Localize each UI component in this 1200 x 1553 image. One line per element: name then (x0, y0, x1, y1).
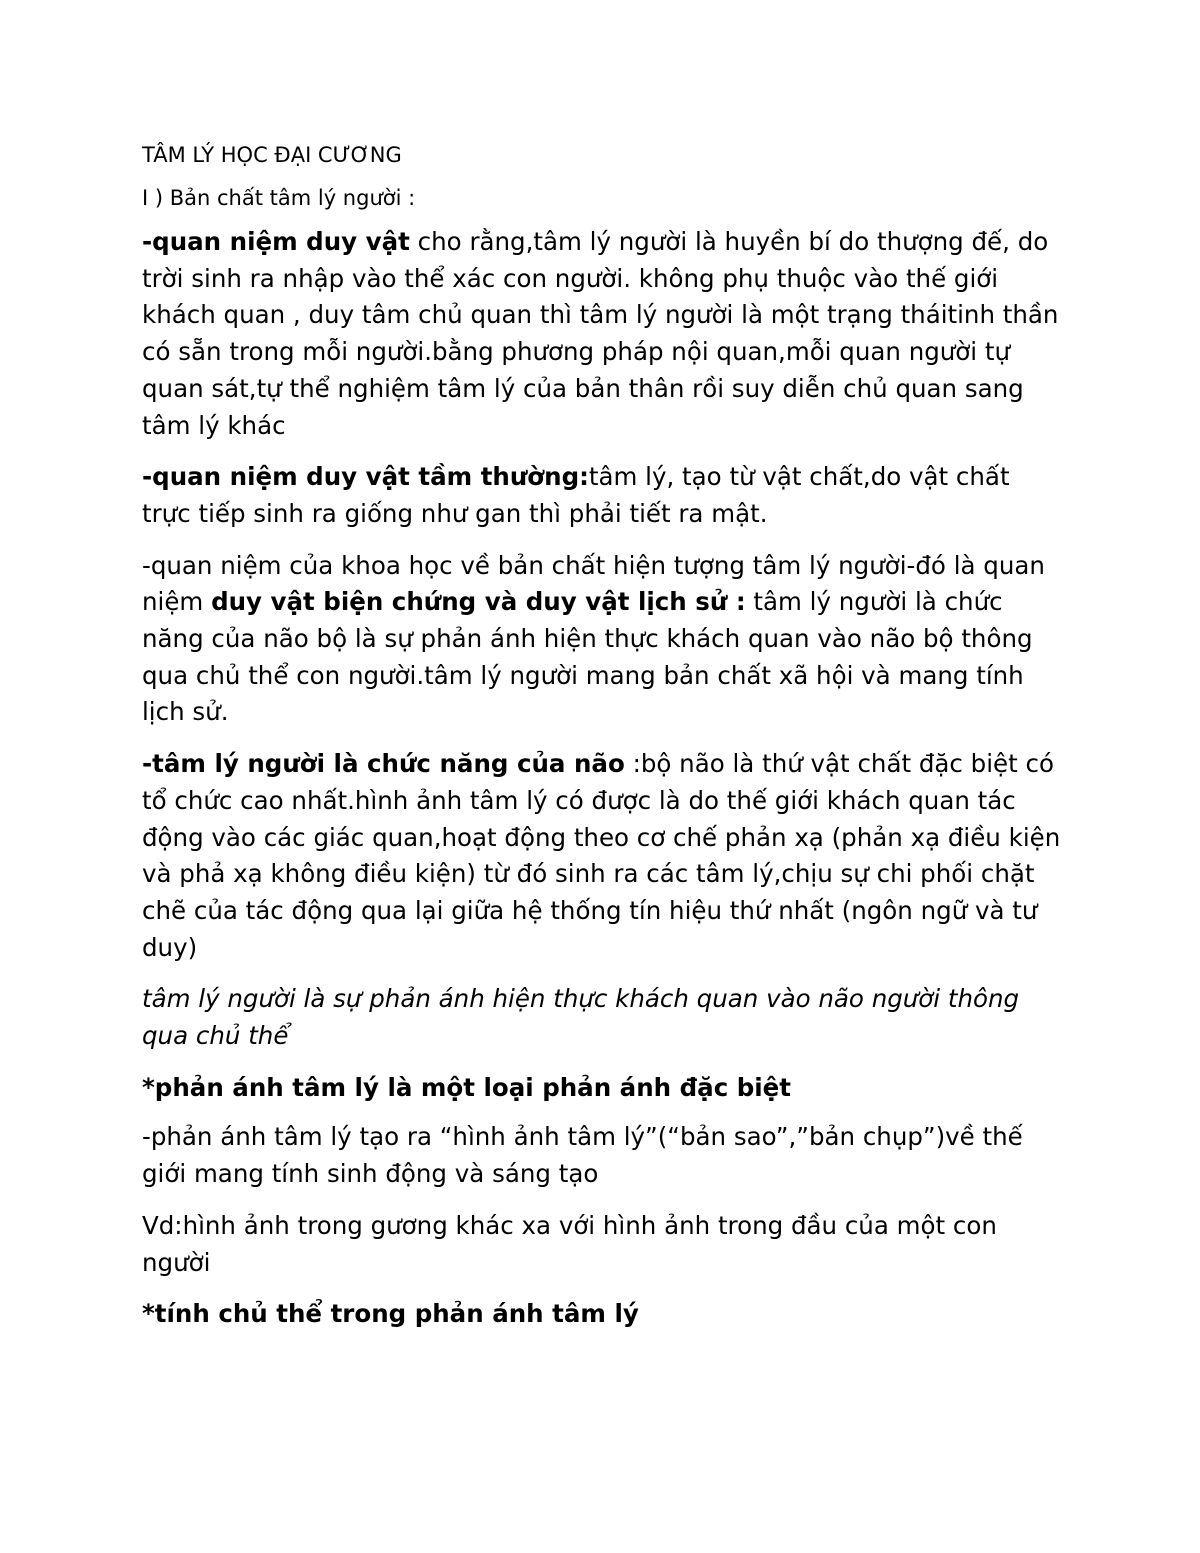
subheading-text: *phản ánh tâm lý là một loại phản ánh đặc biệt (142, 1072, 792, 1102)
paragraph-vi-du (142, 1208, 1062, 1281)
paragraph-text: -quan niệm của khoa học về bản chất hiện tượng tâm lý người-đó là quan niệm (142, 550, 1045, 617)
paragraph-lead-bold: -tâm lý người là chức năng của não (142, 749, 625, 779)
subheading-tinh-chu-the (142, 1296, 1062, 1333)
paragraph-hinh-anh-tam-ly (142, 1119, 1062, 1192)
paragraph-khoa-hoc (142, 548, 1062, 732)
subheading-text: *tính chủ thể trong phản ánh tâm lý (142, 1299, 639, 1329)
paragraph-chuc-nang-nao (142, 746, 1062, 966)
paragraph-text: tâm lý người là chức năng của não bộ là sự phản ánh hiện thực khách quan vào não bộ thông qua chủ thể con người.tâm lý người mang bản chất xã hội và mang tính lịch sử. (142, 587, 1033, 727)
document-body (142, 140, 1062, 1348)
subheading-phan-anh-dac-biet (142, 1070, 1062, 1107)
paragraph-text: cho rằng,tâm lý người là huyền bí do thượng đế, do trời sinh ra nhập vào thể xác con người. không phụ thuộc vào thế giới khách quan , duy tâm chủ quan thì tâm lý người là một trạng tháitinh thần có sẵn trong mỗi người.bằng phương pháp nội quan,mỗi quan người tự quan sát,tự thể nghiệm tâm lý của bản thân rồi suy diễn chủ quan sang tâm lý khác (142, 227, 1059, 440)
paragraph-text: -phản ánh tâm lý tạo ra “hình ảnh tâm lý”(“bản sao”,”bản chụp”)về thế giới mang tính sinh động và sáng tạo (142, 1122, 1023, 1189)
paragraph-text: :bộ não là thứ vật chất đặc biệt có tổ chức cao nhất.hình ảnh tâm lý có được là do thế giới khách quan tác động vào các giác quan,hoạt động theo cơ chế phản xạ (phản xạ điều kiện và phả xạ không điều kiện) từ đó sinh ra các tâm lý,chịu sự chi phối chặt chẽ của tác động qua lại giữa hệ thống tín hiệu thứ nhất (ngôn ngữ và tư duy) (142, 749, 1061, 962)
paragraph-lead-bold: -quan niệm duy vật tầm thường: (142, 462, 589, 492)
paragraph-text: tâm lý, tạo từ vật chất,do vật chất trực tiếp sinh ra giống như gan thì phải tiết ra mật. (142, 462, 1010, 528)
paragraph-duy-tam (142, 224, 1062, 444)
paragraph-lead-bold: -quan niệm duy vật (142, 227, 410, 256)
paragraph-duy-vat-tam-thuong (142, 459, 1062, 532)
paragraph-text: Vd:hình ảnh trong gương khác xa với hình ảnh trong đầu của một con người (142, 1210, 997, 1277)
paragraph-italic-text: tâm lý người là sự phản ánh hiện thực khách quan vào não người thông qua chủ thể (142, 984, 1020, 1051)
document-title: TÂM LÝ HỌC ĐẠI CƯƠNG (142, 143, 402, 167)
section-heading: I ) Bản chất tâm lý người : (142, 186, 416, 210)
paragraph-italic-definition (142, 981, 1062, 1054)
paragraph-inline-bold: duy vật biện chứng và duy vật lịch sử : (211, 587, 746, 617)
